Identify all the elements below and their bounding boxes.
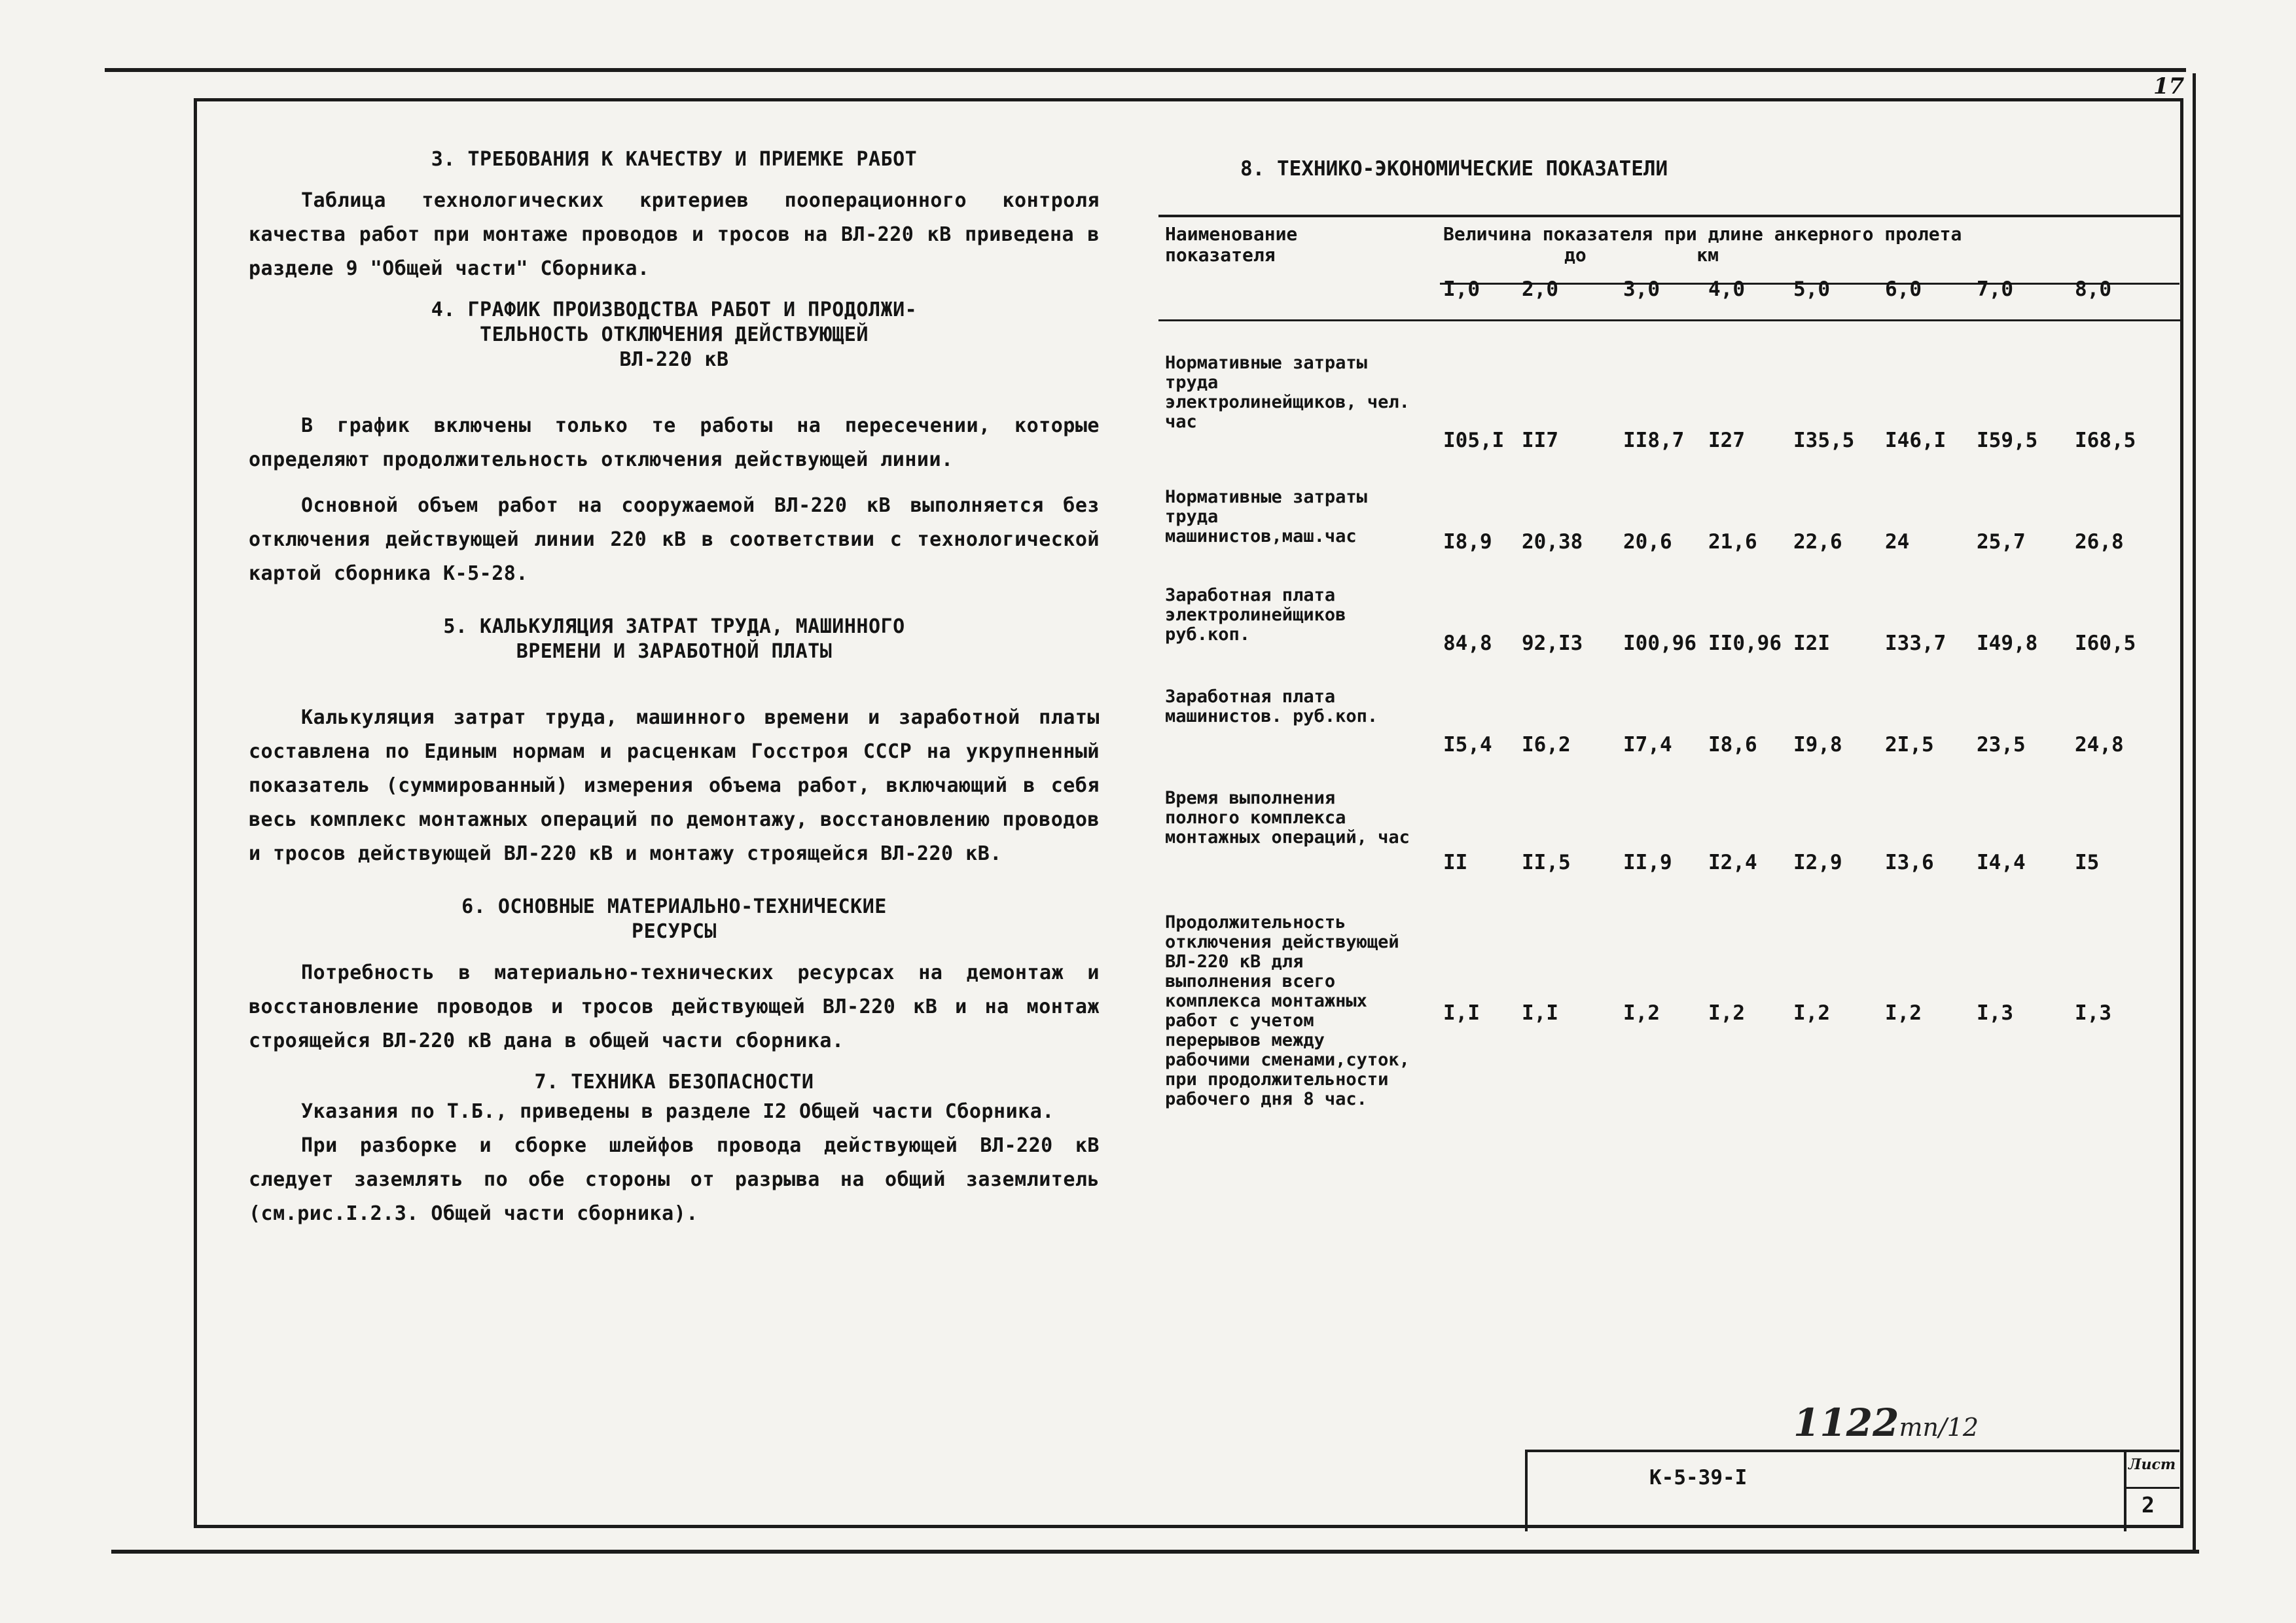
table-cell: I3,6 bbox=[1885, 851, 1934, 874]
handwritten-suffix: тп/12 bbox=[1899, 1413, 1979, 1442]
section-3-title: 3. ТРЕБОВАНИЯ К КАЧЕСТВУ И ПРИЕМКЕ РАБОТ bbox=[431, 148, 918, 171]
table-cell: 22,6 bbox=[1793, 530, 1842, 554]
table-header-group-line1: Величина показателя при длине анкерного пролета bbox=[1443, 223, 1962, 245]
table-cell: I,I bbox=[1522, 1001, 1558, 1025]
table-cell: 84,8 bbox=[1443, 632, 1492, 655]
length-header-1: I,0 bbox=[1443, 277, 1480, 301]
table-cell: I46,I bbox=[1885, 429, 1946, 452]
table-cell: II,5 bbox=[1522, 851, 1571, 874]
length-header-8: 8,0 bbox=[2075, 277, 2111, 301]
table-cell: 24 bbox=[1885, 530, 1910, 554]
table-cell: II bbox=[1443, 851, 1468, 874]
table-header-group-line2: до км bbox=[1564, 244, 1719, 266]
length-header-3: 3,0 bbox=[1623, 277, 1660, 301]
top-rule bbox=[105, 68, 2186, 72]
table-cell: I,3 bbox=[2075, 1001, 2111, 1025]
section-7-text-2: При разборке и сборке шлейфов провода действующей ВЛ-220 кВ следует заземлять по обе стороны от разрыва на общий заземлитель (см.рис.I.2.3. Общей части сборника). bbox=[249, 1134, 1100, 1225]
section-6-title-line1: 6. ОСНОВНЫЕ МАТЕРИАЛЬНО-ТЕХНИЧЕСКИЕ bbox=[461, 895, 887, 918]
table-header-bottom-rule bbox=[1158, 319, 2183, 321]
section-6-text: Потребность в материально-технических ресурсах на демонтаж и восстановление проводов и тросов действующей ВЛ-220 кВ и на монтаж строящейся ВЛ-220 кВ дана в общей части сборника. bbox=[249, 961, 1100, 1052]
section-4-title-line3: ВЛ-220 кВ bbox=[619, 348, 729, 371]
table-cell: II0,96 bbox=[1708, 632, 1782, 655]
table-header-group bbox=[1443, 224, 1962, 266]
table-cell: II,9 bbox=[1623, 851, 1672, 874]
handwritten-doc-number bbox=[1793, 1400, 1979, 1445]
table-cell: 92,I3 bbox=[1522, 632, 1583, 655]
table-cell: 24,8 bbox=[2075, 733, 2124, 757]
section-5-text: Калькуляция затрат труда, машинного времени и заработной платы составлена по Единым нормам и расценкам Госстроя СССР на укрупненный показатель (суммированный) измерения объема работ, включающий в себя весь комплекс монтажных операций по демонтажу, восстановлению проводов и тросов действующей ВЛ-220 кВ и монтажу строящейся ВЛ-220 кВ. bbox=[249, 706, 1100, 865]
table-cell: I59,5 bbox=[1977, 429, 2038, 452]
indicator-label-6: Продолжительность отключения действующей ВЛ-220 кВ для выполнения всего комплекса монтажных работ с учетом перерывов между рабочими сменами,суток, при продолжительности рабочего дня 8 час. bbox=[1165, 912, 1410, 1109]
table-cell: I5 bbox=[2075, 851, 2100, 874]
length-header-2: 2,0 bbox=[1522, 277, 1558, 301]
section-6-title-line2: РЕСУРСЫ bbox=[632, 920, 717, 943]
table-cell: I5,4 bbox=[1443, 733, 1492, 757]
table-cell: II7 bbox=[1522, 429, 1558, 452]
handwritten-number: 1122 bbox=[1793, 1400, 1899, 1445]
length-header-6: 6,0 bbox=[1885, 277, 1922, 301]
table-cell: I60,5 bbox=[2075, 632, 2136, 655]
section-3-text: Таблица технологических критериев пооперационного контроля качества работ при монтаже проводов и тросов на ВЛ-220 кВ приведена в разделе 9 "Общей части" Сборника. bbox=[249, 189, 1100, 280]
section-4-title-line1: 4. ГРАФИК ПРОИЗВОДСТВА РАБОТ И ПРОДОЛЖИ- bbox=[431, 298, 918, 321]
section-5-title-line2: ВРЕМЕНИ И ЗАРАБОТНОЙ ПЛАТЫ bbox=[516, 640, 833, 663]
length-header-5: 5,0 bbox=[1793, 277, 1830, 301]
section-4-text-1: В график включены только те работы на пересечении, которые определяют продолжительность отключения действующей линии. bbox=[249, 414, 1100, 471]
table-cell: 25,7 bbox=[1977, 530, 2026, 554]
table-cell: I33,7 bbox=[1885, 632, 1946, 655]
indicator-label-3: Заработная плата электролинейщиков руб.коп. bbox=[1165, 585, 1346, 645]
table-cell: I,2 bbox=[1885, 1001, 1922, 1025]
table-cell: I,3 bbox=[1977, 1001, 2013, 1025]
table-cell: 21,6 bbox=[1708, 530, 1757, 554]
table-cell: I4,4 bbox=[1977, 851, 2026, 874]
table-cell: I49,8 bbox=[1977, 632, 2038, 655]
table-top-rule bbox=[1158, 215, 2183, 217]
section-7-text-1: Указания по Т.Б., приведены в разделе I2 Общей части Сборника. bbox=[301, 1100, 1054, 1123]
sheet-number: 2 bbox=[2142, 1492, 2155, 1518]
table-cell: I68,5 bbox=[2075, 429, 2136, 452]
length-header-7: 7,0 bbox=[1977, 277, 2013, 301]
length-header-4: 4,0 bbox=[1708, 277, 1745, 301]
indicator-label-2: Нормативные затраты труда машинистов,маш.час bbox=[1165, 487, 1367, 546]
indicator-label-1: Нормативные затраты труда электролинейщиков, чел. час bbox=[1165, 353, 1410, 432]
bottom-rule bbox=[111, 1550, 2199, 1554]
right-rule bbox=[2193, 73, 2196, 1552]
section-5-title-line1: 5. КАЛЬКУЛЯЦИЯ ЗАТРАТ ТРУДА, МАШИННОГО bbox=[443, 615, 905, 638]
table-cell: I2,9 bbox=[1793, 851, 1842, 874]
table-cell: I7,4 bbox=[1623, 733, 1672, 757]
section-4-text-2: Основной объем работ на сооружаемой ВЛ-220 кВ выполняется без отключения действующей линии 220 кВ в соответствии с технологической картой сборника К-5-28. bbox=[249, 494, 1100, 585]
section-4-title-line2: ТЕЛЬНОСТЬ ОТКЛЮЧЕНИЯ ДЕЙСТВУЮЩЕЙ bbox=[480, 323, 869, 346]
table-cell: I8,6 bbox=[1708, 733, 1757, 757]
table-cell: 20,6 bbox=[1623, 530, 1672, 554]
document-code: К-5-39-I bbox=[1649, 1466, 1748, 1489]
table-header-name: Наименование показателя bbox=[1165, 223, 1298, 266]
table-cell: I27 bbox=[1708, 429, 1745, 452]
left-column bbox=[249, 147, 1100, 1231]
table-cell: I,2 bbox=[1708, 1001, 1745, 1025]
table-cell: I8,9 bbox=[1443, 530, 1492, 554]
table-cell: I6,2 bbox=[1522, 733, 1571, 757]
indicator-label-5: Время выполнения полного комплекса монтажных операций, час bbox=[1165, 788, 1410, 847]
corner-number: 17 bbox=[2153, 73, 2185, 99]
table-cell: I,I bbox=[1443, 1001, 1480, 1025]
table-cell: II8,7 bbox=[1623, 429, 1685, 452]
table-cell: I9,8 bbox=[1793, 733, 1842, 757]
section-7-title: 7. ТЕХНИКА БЕЗОПАСНОСТИ bbox=[534, 1071, 814, 1094]
table-cell: 26,8 bbox=[2075, 530, 2124, 554]
table-cell: 2I,5 bbox=[1885, 733, 1934, 757]
table-cell: 23,5 bbox=[1977, 733, 2026, 757]
sheet-label: Лист bbox=[2128, 1456, 2176, 1473]
table-cell: I00,96 bbox=[1623, 632, 1696, 655]
table-cell: I2,4 bbox=[1708, 851, 1757, 874]
table-cell: I35,5 bbox=[1793, 429, 1855, 452]
table-cell: 20,38 bbox=[1522, 530, 1583, 554]
section-8-title: 8. ТЕХНИКО-ЭКОНОМИЧЕСКИЕ ПОКАЗАТЕЛИ bbox=[1240, 157, 1668, 181]
table-cell: I,2 bbox=[1623, 1001, 1660, 1025]
title-block-sheet-separator bbox=[2124, 1487, 2179, 1489]
title-block bbox=[1525, 1450, 2179, 1531]
table-cell: I,2 bbox=[1793, 1001, 1830, 1025]
indicator-label-4: Заработная плата машинистов. руб.коп. bbox=[1165, 687, 1378, 726]
table-cell: I05,I bbox=[1443, 429, 1505, 452]
title-block-divider bbox=[2124, 1450, 2126, 1531]
table-cell: I2I bbox=[1793, 632, 1830, 655]
